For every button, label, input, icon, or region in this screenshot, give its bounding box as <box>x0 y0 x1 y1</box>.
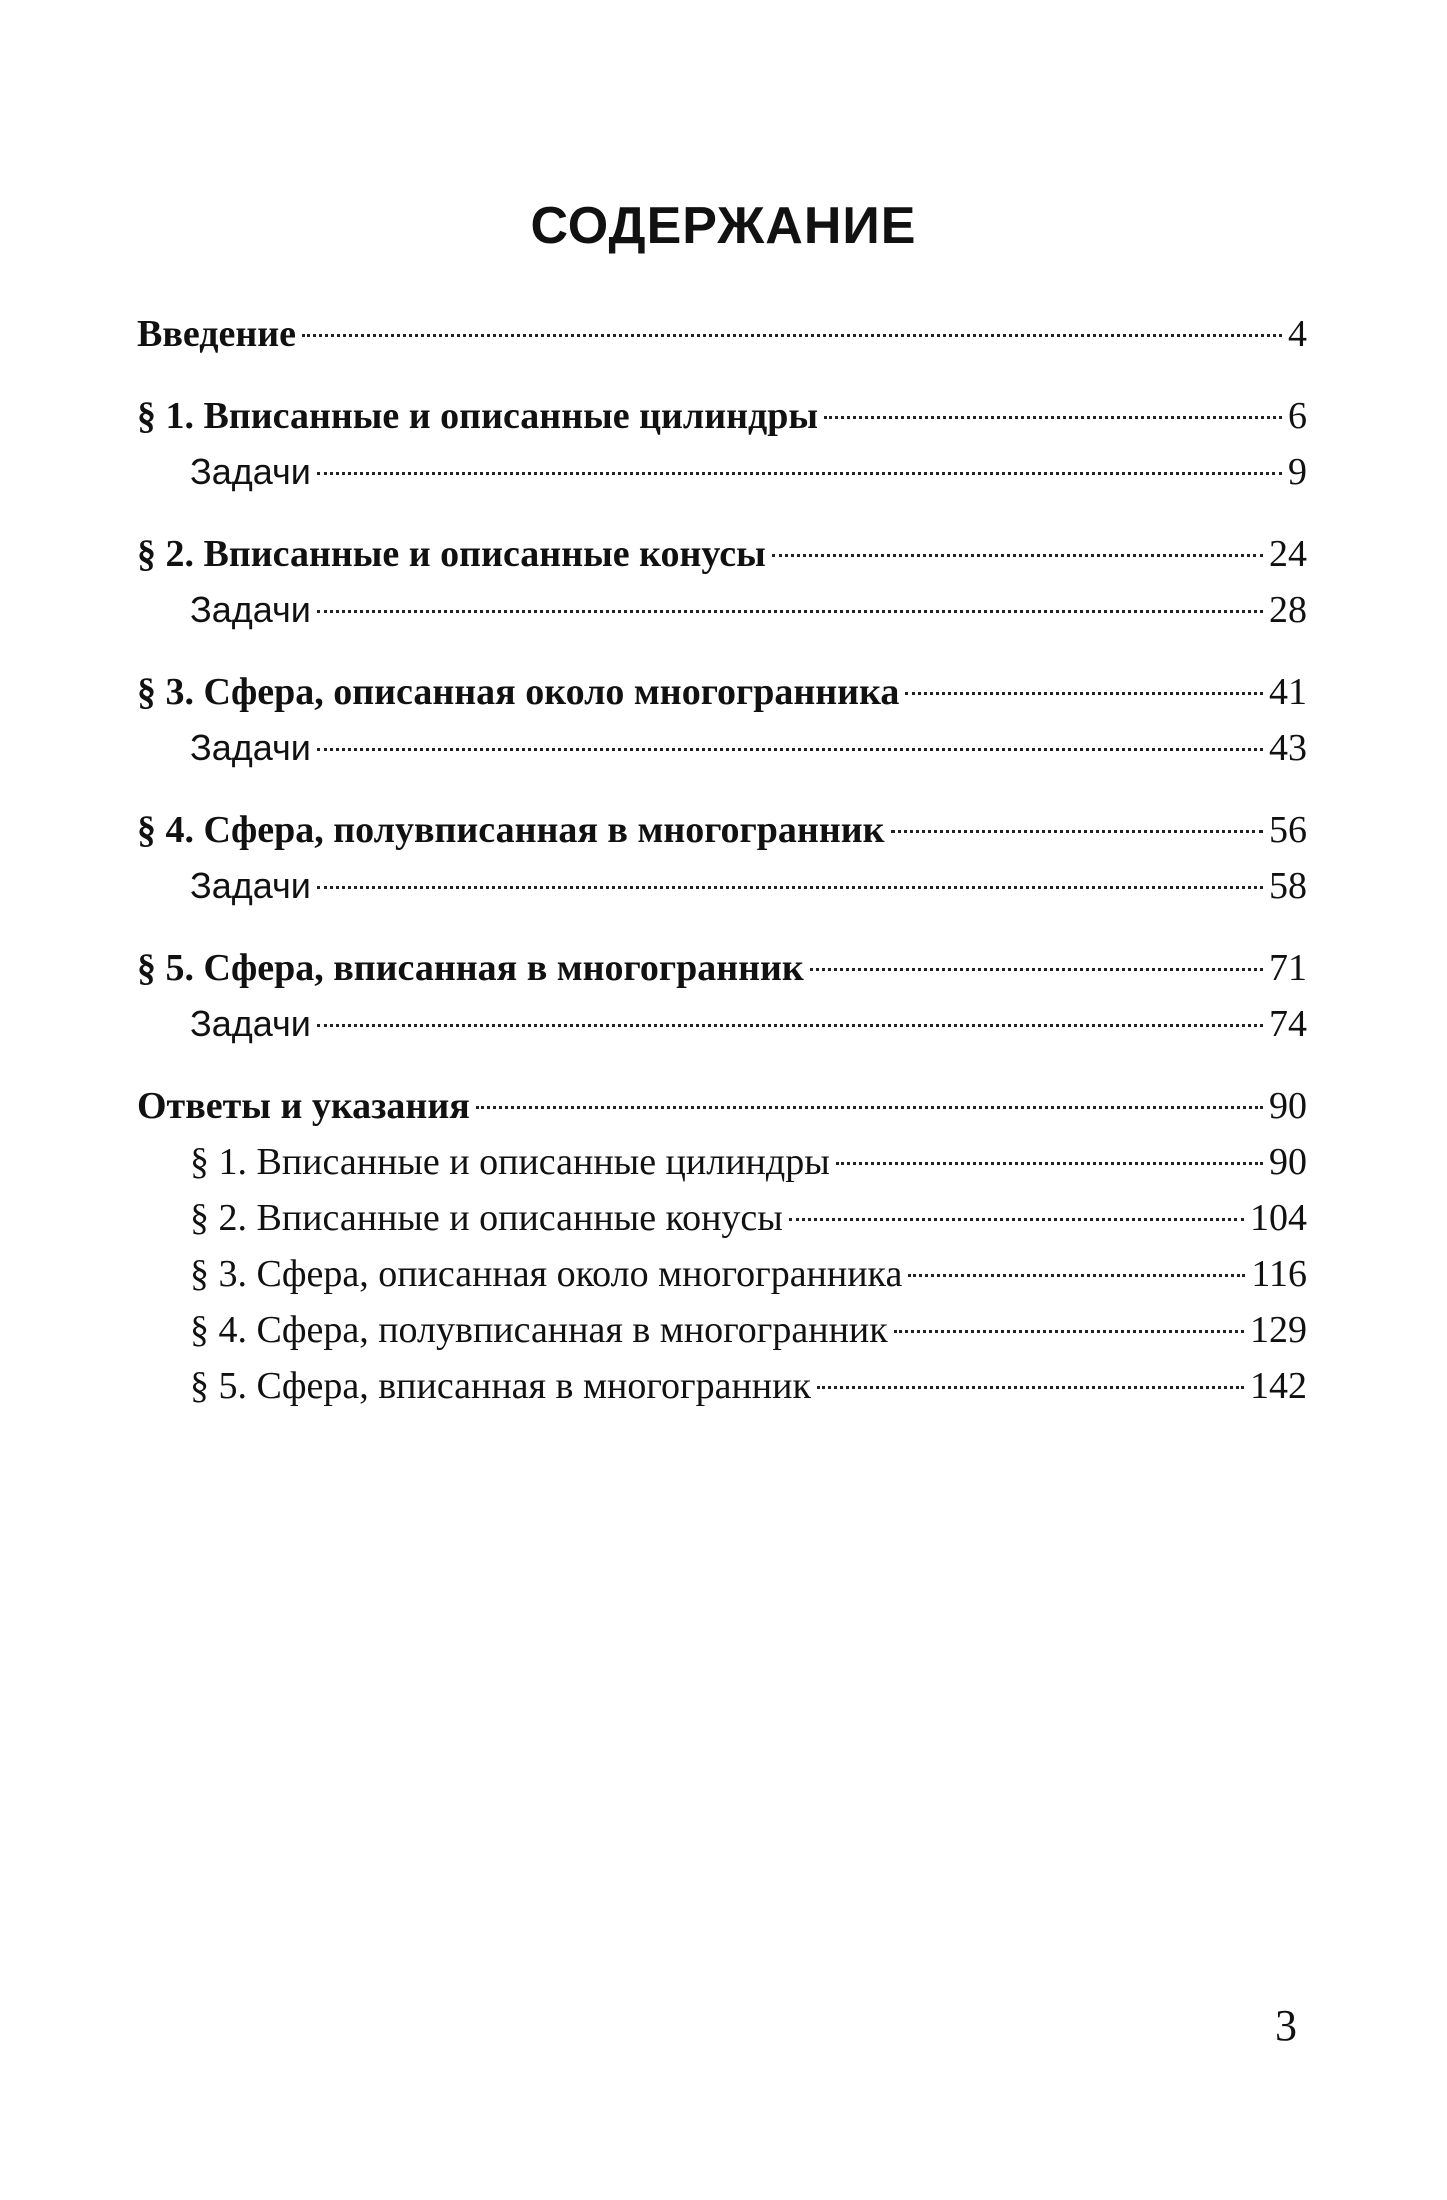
toc-entry-section-3[interactable] <box>137 664 1307 720</box>
toc-entry-label: § 2. Вписанные и описанные конусы <box>137 533 766 575</box>
toc-entry-label: § 4. Сфера, полувписанная в многогранник <box>137 809 885 851</box>
page-number: 3 <box>1275 2001 1297 2050</box>
dot-leader <box>810 968 1263 971</box>
toc-entry-page: 4 <box>1288 313 1307 355</box>
dot-leader <box>891 830 1263 833</box>
toc-entry-page: 41 <box>1269 671 1307 713</box>
dot-leader <box>317 1024 1263 1027</box>
dot-leader <box>817 1386 1244 1389</box>
dot-leader <box>302 334 1282 337</box>
toc-entry-page: 142 <box>1250 1365 1307 1407</box>
toc-entry-section-2-tasks[interactable] <box>137 582 1307 638</box>
toc-entry-answers-1[interactable] <box>137 1134 1307 1190</box>
dot-leader <box>789 1218 1244 1221</box>
toc-entry-label: § 5. Сфера, вписанная в многогранник <box>190 1365 811 1407</box>
toc-entry-page: 28 <box>1269 589 1307 631</box>
toc-entry-section-2[interactable] <box>137 526 1307 582</box>
toc-entry-page: 90 <box>1269 1141 1307 1183</box>
toc-entry-page: 6 <box>1288 395 1307 437</box>
dot-leader <box>476 1106 1263 1109</box>
toc-entry-page: 24 <box>1269 533 1307 575</box>
toc-entry-section-1[interactable] <box>137 388 1307 444</box>
toc-entry-label: § 2. Вписанные и описанные конусы <box>190 1197 783 1239</box>
toc-entry-label: § 1. Вписанные и описанные цилиндры <box>137 395 819 437</box>
toc-entry-answers[interactable] <box>137 1078 1307 1134</box>
toc-entry-page: 129 <box>1250 1309 1307 1351</box>
toc-entry-section-4-tasks[interactable] <box>137 858 1307 914</box>
dot-leader <box>905 692 1263 695</box>
toc-entry-label: § 1. Вписанные и описанные цилиндры <box>190 1141 830 1183</box>
toc-entry-answers-3[interactable] <box>137 1246 1307 1302</box>
toc-entry-page: 58 <box>1269 865 1307 907</box>
toc-entry-label: § 4. Сфера, полувписанная в многогранник <box>190 1309 888 1351</box>
toc-entry-label: Введение <box>137 313 296 355</box>
dot-leader <box>317 748 1263 751</box>
toc-entry-label: Задачи <box>190 727 311 768</box>
table-of-contents <box>137 306 1307 1414</box>
dot-leader <box>824 416 1282 419</box>
toc-entry-page: 71 <box>1269 947 1307 989</box>
toc-entry-answers-4[interactable] <box>137 1302 1307 1358</box>
page-title: СОДЕРЖАНИЕ <box>530 197 917 255</box>
toc-entry-section-1-tasks[interactable] <box>137 444 1307 500</box>
toc-entry-section-5-tasks[interactable] <box>137 996 1307 1052</box>
dot-leader <box>317 472 1282 475</box>
toc-entry-label: Задачи <box>190 451 311 492</box>
toc-entry-section-3-tasks[interactable] <box>137 720 1307 776</box>
dot-leader <box>908 1274 1245 1277</box>
dot-leader <box>317 886 1263 889</box>
toc-entry-page: 56 <box>1269 809 1307 851</box>
toc-entry-section-5[interactable] <box>137 940 1307 996</box>
toc-entry-page: 90 <box>1269 1085 1307 1127</box>
dot-leader <box>836 1162 1263 1165</box>
toc-entry-page: 9 <box>1288 451 1307 493</box>
dot-leader <box>317 610 1263 613</box>
dot-leader <box>772 554 1263 557</box>
toc-entry-intro[interactable] <box>137 306 1307 362</box>
toc-entry-label: Задачи <box>190 589 311 630</box>
toc-entry-answers-2[interactable] <box>137 1190 1307 1246</box>
dot-leader <box>894 1330 1244 1333</box>
toc-entry-label: Ответы и указания <box>137 1085 470 1127</box>
toc-entry-section-4[interactable] <box>137 802 1307 858</box>
toc-entry-label: § 5. Сфера, вписанная в многогранник <box>137 947 804 989</box>
toc-entry-label: § 3. Сфера, описанная около многогранника <box>190 1253 903 1295</box>
toc-entry-label: Задачи <box>190 865 311 906</box>
toc-entry-label: Задачи <box>190 1003 311 1044</box>
toc-entry-answers-5[interactable] <box>137 1358 1307 1414</box>
toc-entry-page: 74 <box>1269 1003 1307 1045</box>
toc-entry-label: § 3. Сфера, описанная около многогранника <box>137 671 900 713</box>
toc-entry-page: 104 <box>1250 1197 1307 1239</box>
toc-entry-page: 43 <box>1269 727 1307 769</box>
toc-entry-page: 116 <box>1251 1253 1307 1295</box>
